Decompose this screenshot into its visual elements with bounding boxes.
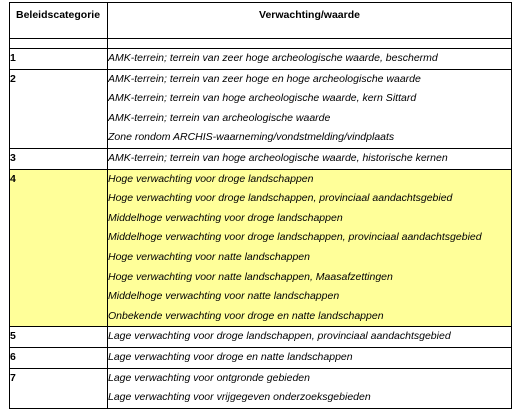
table-spacer-row [10, 39, 512, 49]
spacer-cell [108, 39, 512, 49]
expectation-cell [108, 368, 512, 408]
expectation-line: Zone rondom ARCHIS-waarneming/vondstmelding/vindplaats [108, 131, 395, 144]
expectation-line: Middelhoge verwachting voor natte landschappen [108, 290, 340, 303]
expectation-cell [108, 347, 512, 368]
category-number: 2 [10, 72, 16, 85]
expectation-line: AMK-terrein; terrein van archeologische waarde [108, 111, 331, 124]
expectation-line: Lage verwachting voor vrijgegeven onderzoeksgebieden [108, 391, 371, 404]
table-row [10, 169, 512, 327]
expectation-line: Hoge verwachting voor droge landschappen, provinciaal aandachtsgebied [108, 192, 453, 205]
table-header-row [10, 3, 512, 39]
expectation-line: Lage verwachting voor droge landschappen, provinciaal aandachtsgebied [108, 330, 451, 343]
expectation-cell [108, 69, 512, 148]
category-number: 7 [10, 371, 16, 384]
category-number: 1 [10, 52, 16, 64]
header-expectation: Verwachting/waarde [108, 3, 512, 39]
expectation-cell [108, 49, 512, 70]
header-category: Beleidscategorie [10, 3, 108, 39]
table-row [10, 49, 512, 70]
category-number: 4 [10, 172, 16, 185]
expectation-line: Onbekende verwachting voor droge en natte landschappen [108, 309, 384, 322]
expectation-line: Hoge verwachting voor droge landschappen [108, 172, 314, 185]
expectation-line: AMK-terrein; terrein van zeer hoge en hoge archeologische waarde [108, 72, 421, 85]
table-row [10, 327, 512, 348]
spacer-cell [10, 39, 108, 49]
category-number: 5 [10, 330, 16, 343]
expectation-cell [108, 327, 512, 348]
category-cell [10, 69, 108, 148]
expectation-cell [108, 148, 512, 169]
expectation-line: Middelhoge verwachting voor droge landschappen, provinciaal aandachtsgebied [108, 231, 482, 244]
category-cell [10, 148, 108, 169]
table-row [10, 148, 512, 169]
expectation-line: AMK-terrein; terrein van hoge archeologische waarde, kern Sittard [108, 92, 417, 105]
table-row [10, 69, 512, 148]
expectation-line: AMK-terrein; terrein van zeer hoge archeologische waarde, beschermd [108, 52, 438, 64]
category-cell [10, 368, 108, 408]
category-cell [10, 49, 108, 70]
category-number: 6 [10, 350, 16, 363]
expectation-line: Middelhoge verwachting voor droge landschappen [108, 211, 343, 224]
expectation-line: Hoge verwachting voor natte landschappen, Maasafzettingen [108, 270, 393, 283]
expectation-line: AMK-terrein; terrein van hoge archeologische waarde, historische kernen [108, 151, 448, 164]
category-number: 3 [10, 151, 16, 164]
category-cell [10, 169, 108, 327]
expectation-cell [108, 169, 512, 327]
table-row [10, 368, 512, 408]
category-cell [10, 327, 108, 348]
expectation-line: Lage verwachting voor ontgronde gebieden [108, 371, 310, 384]
policy-category-table [9, 2, 512, 409]
table-row [10, 347, 512, 368]
category-cell [10, 347, 108, 368]
expectation-line: Hoge verwachting voor natte landschappen [108, 250, 310, 263]
expectation-line: Lage verwachting voor droge en natte landschappen [108, 350, 353, 363]
